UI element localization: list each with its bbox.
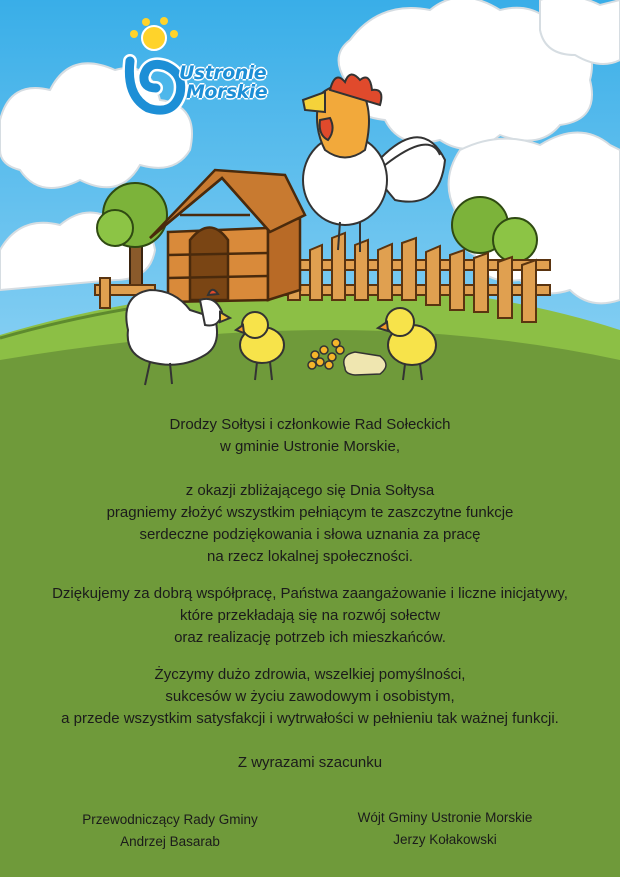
logo-line-2: Morskie bbox=[186, 81, 268, 103]
text-line: serdeczne podziękowania i słowa uznania za pracę bbox=[139, 526, 481, 543]
text-line: które przekładają się na rozwój sołectw bbox=[179, 607, 441, 624]
greeting bbox=[0, 414, 620, 458]
ustronie-morskie-logo bbox=[118, 16, 293, 122]
paragraph-3 bbox=[0, 664, 620, 730]
signature-name: Andrzej Basarab bbox=[120, 834, 220, 849]
text-line: a przede wszystkim satysfakcji i wytrwałości w pełnieniu tak ważnej funkcji. bbox=[61, 710, 559, 727]
closing-line: Z wyrazami szacunku bbox=[237, 754, 383, 771]
signature-name: Jerzy Kołakowski bbox=[393, 832, 497, 847]
text-line: sukcesów w życiu zawodowym i osobistym, bbox=[165, 688, 455, 705]
text-line: Życzymy dużo zdrowia, wszelkiej pomyślności, bbox=[154, 666, 466, 683]
greeting-line: Drodzy Sołtysi i członkowie Rad Sołeckich bbox=[169, 416, 451, 433]
signature-role: Wójt Gminy Ustronie Morskie bbox=[357, 810, 533, 825]
paragraph-1 bbox=[0, 480, 620, 568]
closing bbox=[0, 752, 620, 774]
text-line: Dziękujemy za dobrą współpracę, Państwa zaangażowanie i liczne inicjatywy, bbox=[52, 585, 568, 602]
signature-right bbox=[325, 807, 565, 851]
text-line: z okazji zbliżającego się Dnia Sołtysa bbox=[185, 482, 435, 499]
signature-role: Przewodniczący Rady Gminy bbox=[82, 812, 258, 827]
logo-line-1: Ustronie bbox=[179, 62, 267, 84]
text-line: na rzecz lokalnej społeczności. bbox=[207, 548, 413, 565]
greeting-line: w gminie Ustronie Morskie, bbox=[219, 438, 401, 455]
text-line: oraz realizację potrzeb ich mieszkańców. bbox=[174, 629, 446, 646]
signature-left bbox=[50, 809, 290, 853]
text-line: pragniemy złożyć wszystkim pełniącym te zaszczytne funkcje bbox=[106, 504, 514, 521]
paragraph-2 bbox=[0, 583, 620, 649]
